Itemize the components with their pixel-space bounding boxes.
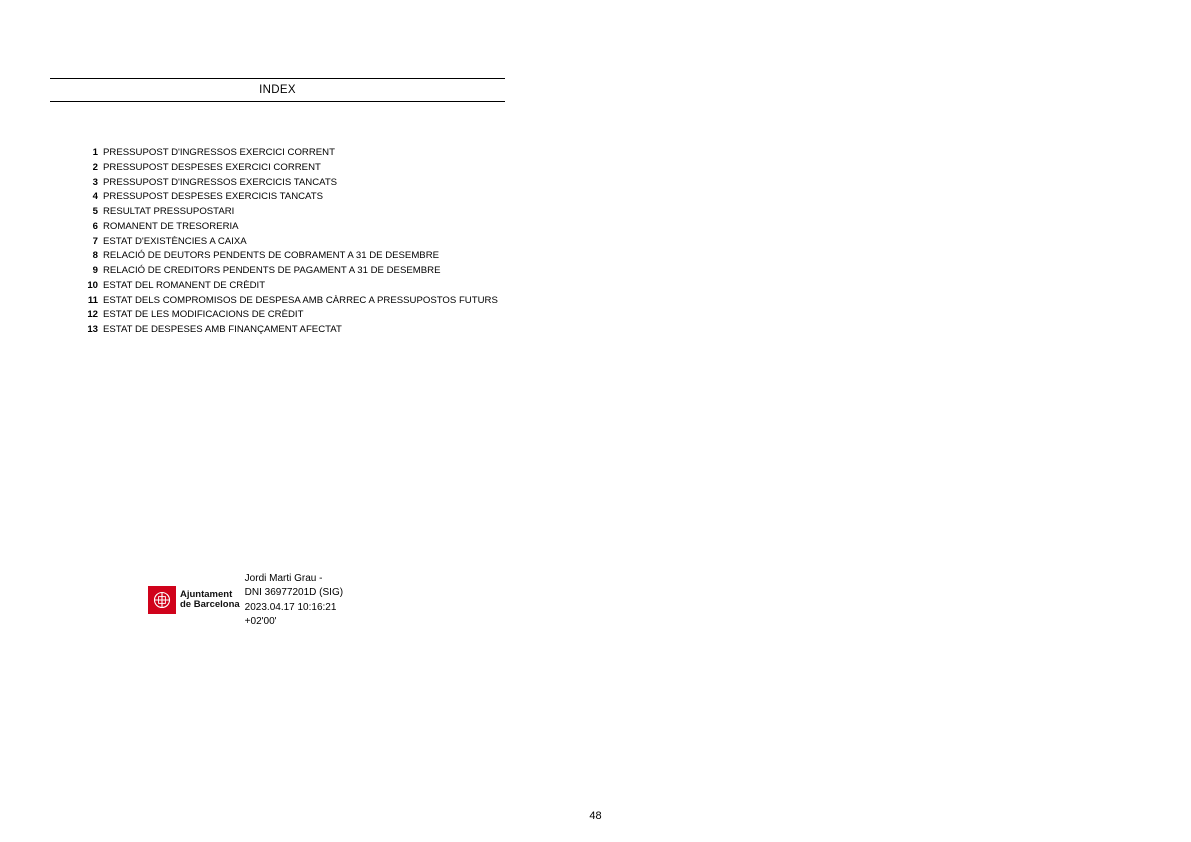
page-title: INDEX [259, 84, 296, 96]
list-item [50, 176, 610, 191]
list-item-number: 8 [92, 250, 98, 262]
ajuntament-barcelona-logo [148, 586, 240, 614]
list-item [50, 323, 610, 338]
signature-line-3: 2023.04.17 10:16:21 [244, 601, 337, 613]
signature-text [245, 572, 343, 630]
list-item-number: 5 [92, 206, 98, 217]
signature-line-4: +02'00' [244, 616, 277, 628]
logo-wordmark [180, 590, 240, 611]
barcelona-crest-icon [148, 586, 176, 614]
list-item [50, 161, 610, 176]
signature-line-2: DNI 36977201D (SIG) [244, 587, 344, 599]
list-item-label: PRESSUPOST D'INGRESSOS EXERCICI CORRENT [103, 147, 335, 158]
list-item-number: 10 [87, 279, 98, 291]
list-item-label: ESTAT DE DESPESES AMB FINANÇAMENT AFECTAT [103, 324, 342, 335]
logo-wordmark-line1: Ajuntament [180, 588, 233, 600]
list-item-number: 9 [92, 265, 98, 276]
list-item [50, 235, 610, 250]
list-item-label: PRESSUPOST D'INGRESSOS EXERCICIS TANCATS [103, 176, 338, 188]
list-item [50, 279, 610, 294]
list-item-number: 6 [92, 220, 98, 232]
list-item-number: 1 [92, 147, 98, 158]
list-item [50, 308, 610, 323]
header-rule-bottom [50, 101, 505, 102]
list-item-number: 12 [87, 309, 98, 321]
list-item-label: RELACIÓ DE DEUTORS PENDENTS DE COBRAMENT A 31 DE DESEMBRE [103, 250, 440, 262]
list-item-label: ESTAT DEL ROMANENT DE CRÈDIT [103, 279, 266, 291]
page-number: 48 [589, 810, 602, 822]
list-item-label: ROMANENT DE TRESORERIA [103, 220, 239, 232]
list-item-number: 2 [92, 161, 98, 173]
index-list [50, 146, 610, 338]
list-item-number: 13 [87, 324, 98, 335]
list-item [50, 264, 610, 279]
list-item-label: PRESSUPOST DESPESES EXERCICIS TANCATS [103, 191, 324, 203]
list-item [50, 294, 610, 309]
list-item-label: ESTAT DE LES MODIFICACIONS DE CRÈDIT [103, 309, 304, 321]
list-item [50, 249, 610, 264]
list-item-label: ESTAT D'EXISTÈNCIES A CAIXA [103, 235, 247, 247]
list-item-label: PRESSUPOST DESPESES EXERCICI CORRENT [103, 161, 321, 173]
digital-signature-block [148, 572, 428, 630]
list-item-number: 7 [92, 235, 98, 247]
signature-line-1: Jordi Marti Grau - [244, 573, 323, 584]
list-item-label: RELACIÓ DE CREDITORS PENDENTS DE PAGAMENT A 31 DE DESEMBRE [103, 265, 441, 276]
list-item-label: ESTAT DELS COMPROMISOS DE DESPESA AMB CÀRREC A PRESSUPOSTOS FUTURS [103, 294, 498, 306]
list-item [50, 146, 610, 161]
list-item [50, 205, 610, 220]
index-header [50, 78, 505, 102]
list-item-number: 3 [92, 176, 98, 188]
list-item [50, 220, 610, 235]
list-item-number: 4 [92, 191, 98, 203]
list-item-label: RESULTAT PRESSUPOSTARI [103, 206, 235, 217]
logo-wordmark-line2: de Barcelona [180, 599, 240, 610]
list-item [50, 190, 610, 205]
list-item-number: 11 [87, 294, 98, 306]
